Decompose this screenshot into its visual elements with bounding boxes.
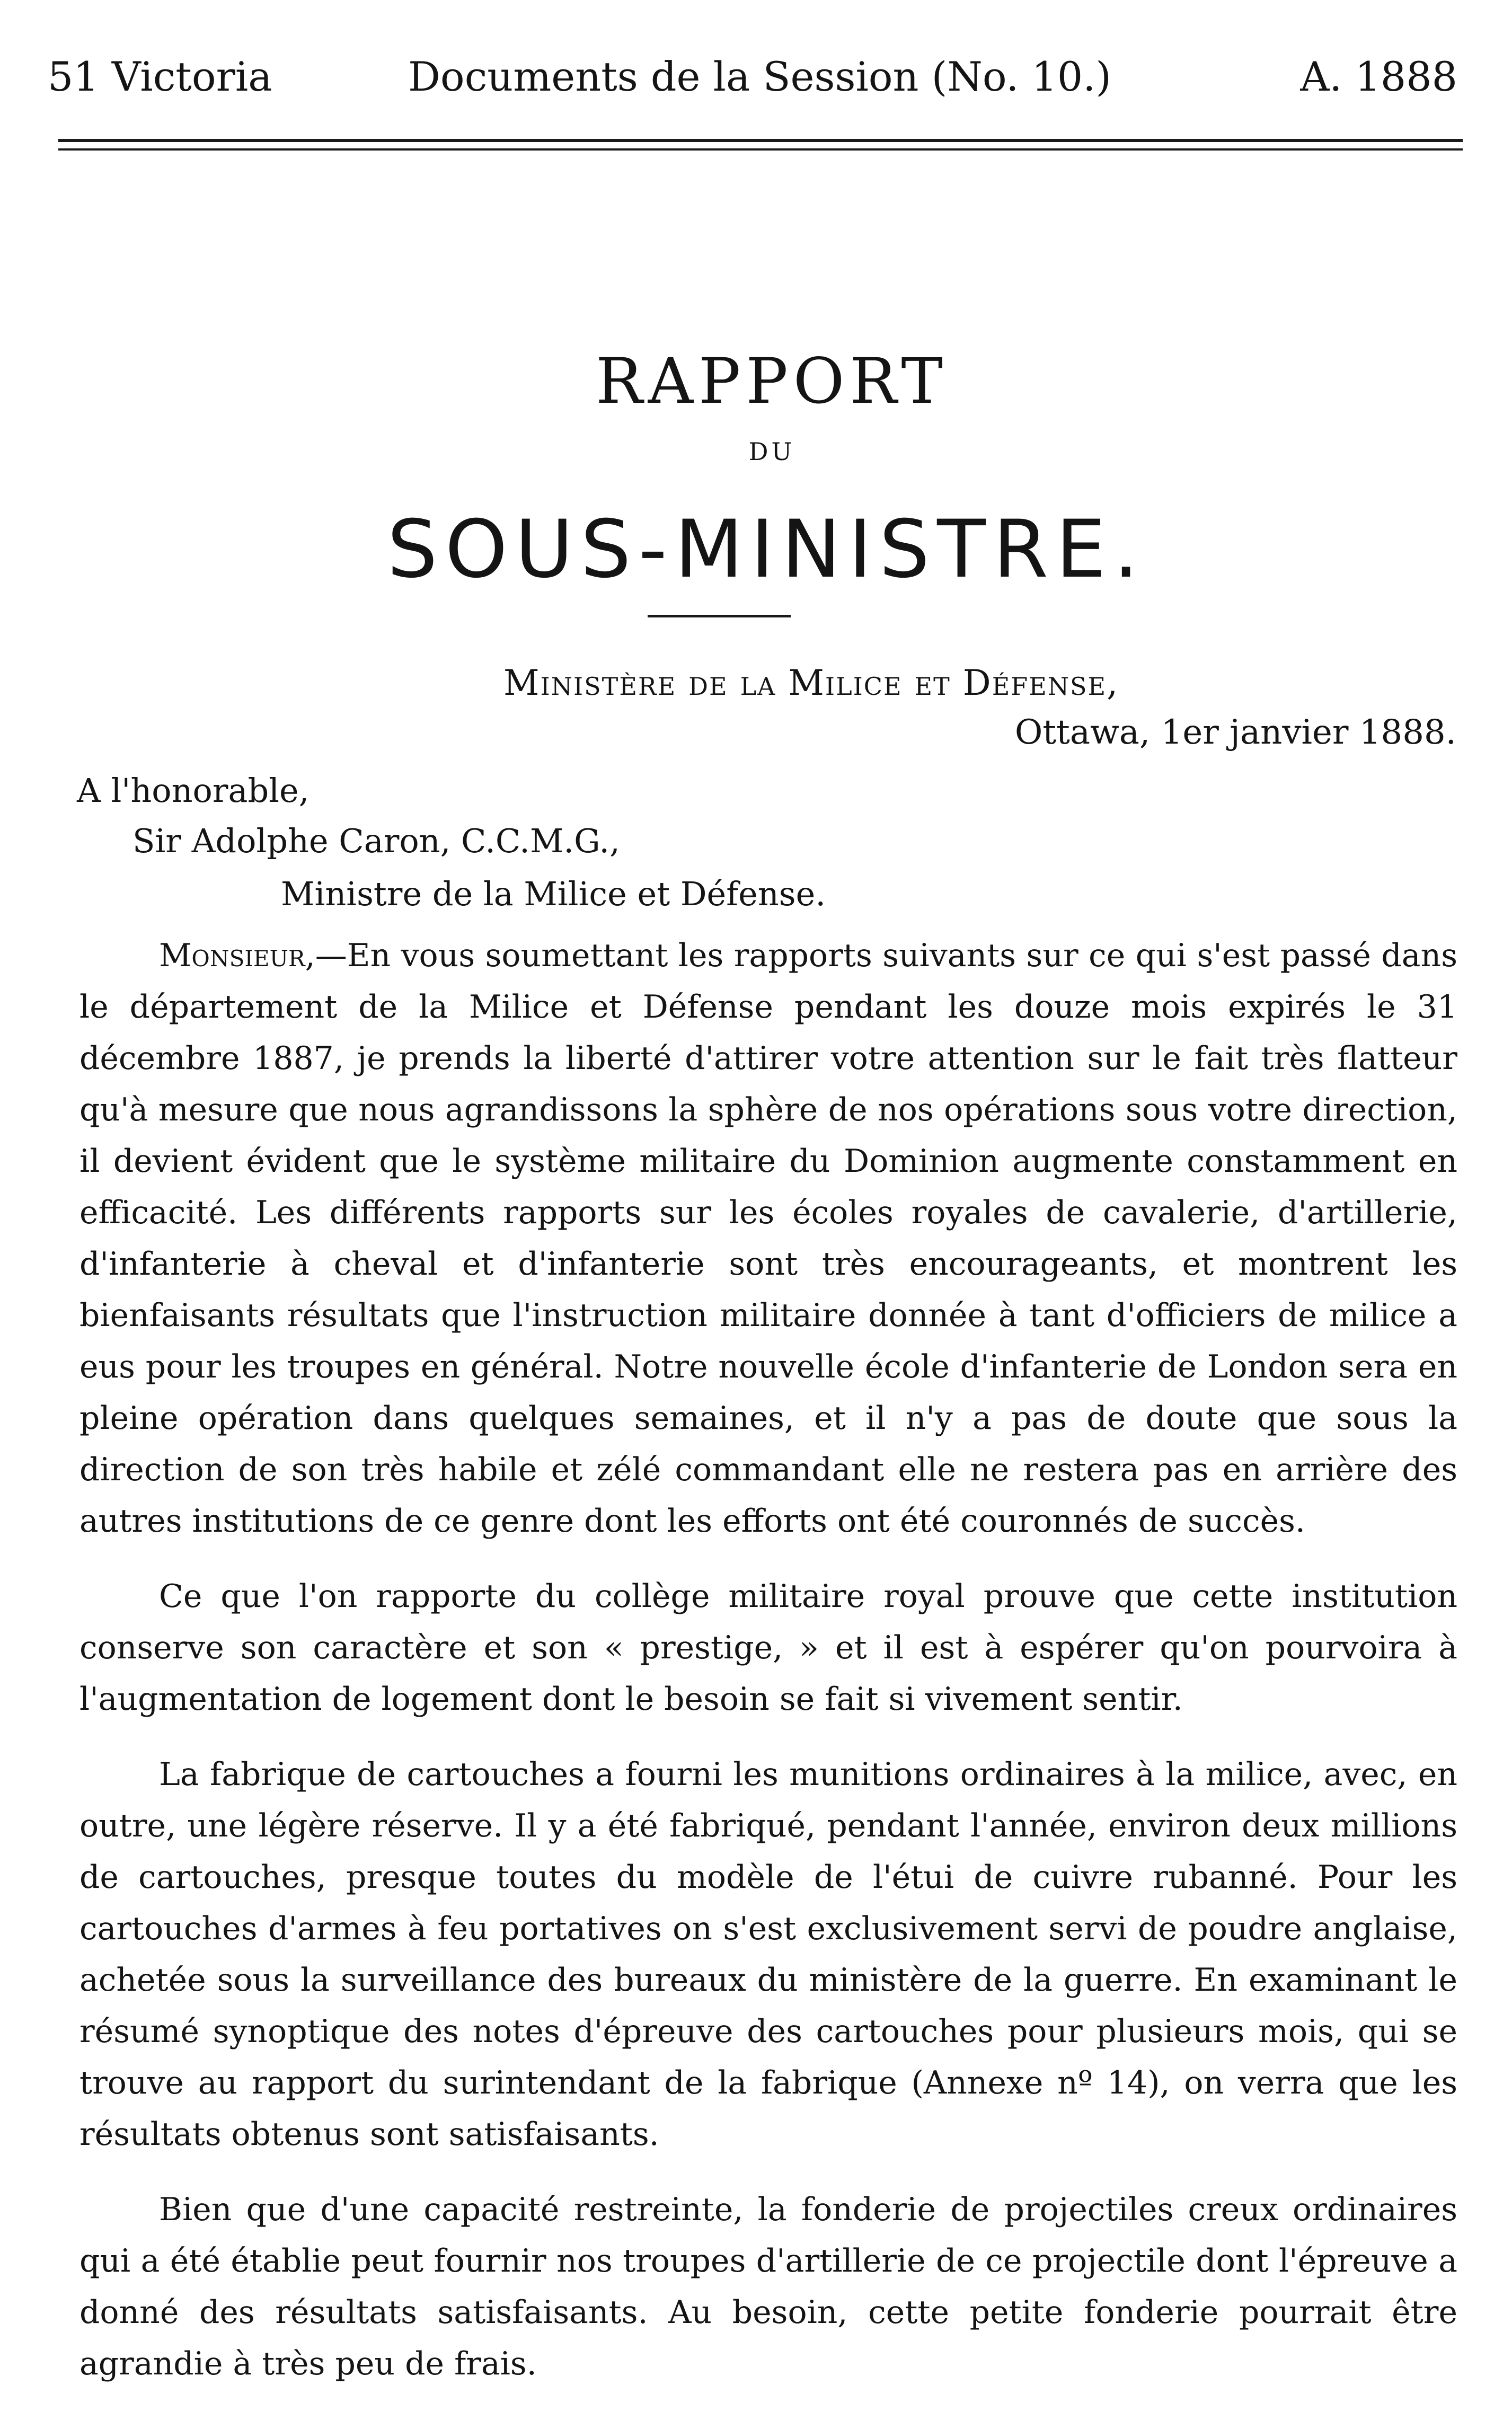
paragraph-2: Ce que l'on rapporte du collège militaire royal prouve que cette institution conserve son caractère et son « prestige, » et il est à espérer qu'on pourvoira à l'augmentation de logement dont le besoin se fait si vivement sentir. — [79, 1578, 1457, 1718]
paragraph-1-text: —En vous soumettant les rapports suivants sur ce qui s'est passé dans le département de la Milice et Défense pendant les douze mois expirés le 31 décembre 1887, je prends la liberté d'attirer votre attention sur le fait très flatteur qu'à mesure que nous agrandissons la sphère de nos opérations sous votre direction, il devient évident que le système militaire du Dominion augmente constamment en efficacité. Les différents rapports sur les écoles royales de cavalerie, d'artillerie, d'infanterie à cheval et d'infanterie sont très encourageants, et montrent les bienfaisants résultats que l'instruction militaire donnée à tant d'officiers de milice a eus pour les troupes en général. Notre nouvelle école d'infanterie de London sera en pleine opération dans quelques semaines, et il n'y a pas de doute que sous la direction de son très habile et zélé commandant elle ne restera pas en arrière des autres institutions de ce genre dont les efforts ont été couronnés de succès. — [79, 937, 1457, 1540]
header-rule-thick — [58, 139, 1463, 142]
ministry-heading: Ministère de la Milice et Défense, — [503, 663, 1119, 703]
address-line-3: Ministre de la Milice et Défense. — [281, 875, 826, 913]
dateline: Ottawa, 1er janvier 1888. — [1014, 713, 1456, 752]
header-rule-thin — [58, 148, 1463, 151]
header-volume: 51 Victoria — [48, 53, 272, 100]
paragraph-1 — [79, 930, 1457, 1547]
address-line-2: Sir Adolphe Caron, C.C.M.G., — [132, 822, 620, 860]
header-session: Documents de la Session (No. 10.) — [408, 53, 1112, 100]
paragraph-3: La fabrique de cartouches a fourni les munitions ordinaires à la milice, avec, en outre, une légère réserve. Il y a été fabriqué, pendant l'année, environ deux millions de cartouches, presque toutes du modèle de l'étui de cuivre rubanné. Pour les cartouches d'armes à feu portatives on s'est exclusivement servi de poudre anglaise, achetée sous la surveillance des bureaux du ministère de la guerre. En examinant le résumé synoptique des notes d'épreuve des cartouches pour plusieurs mois, qui se trouve au rapport du surintendant de la fabrique (Annexe nº 14), on verra que les résultats obtenus sont satisfaisants. — [79, 1756, 1457, 2153]
salutation: Monsieur, — [159, 937, 315, 974]
paragraph-4: Bien que d'une capacité restreinte, la fonderie de projectiles creux ordinaires qui a été établie peut fournir nos troupes d'artillerie de ce projectile dont l'épreuve a donné des résultats satisfaisants. Au besoin, cette petite fonderie pourrait être agrandie à très peu de frais. — [79, 2191, 1457, 2382]
report-subtitle: SOUS-MINISTRE. — [387, 504, 1146, 596]
letter-body — [79, 930, 1457, 2414]
report-title-connector: DU — [748, 437, 795, 466]
running-header — [48, 53, 1457, 101]
report-title: RAPPORT — [595, 345, 949, 418]
title-divider — [648, 615, 791, 617]
header-year: A. 1888 — [1300, 53, 1457, 100]
address-line-1: A l'honorable, — [77, 771, 310, 810]
